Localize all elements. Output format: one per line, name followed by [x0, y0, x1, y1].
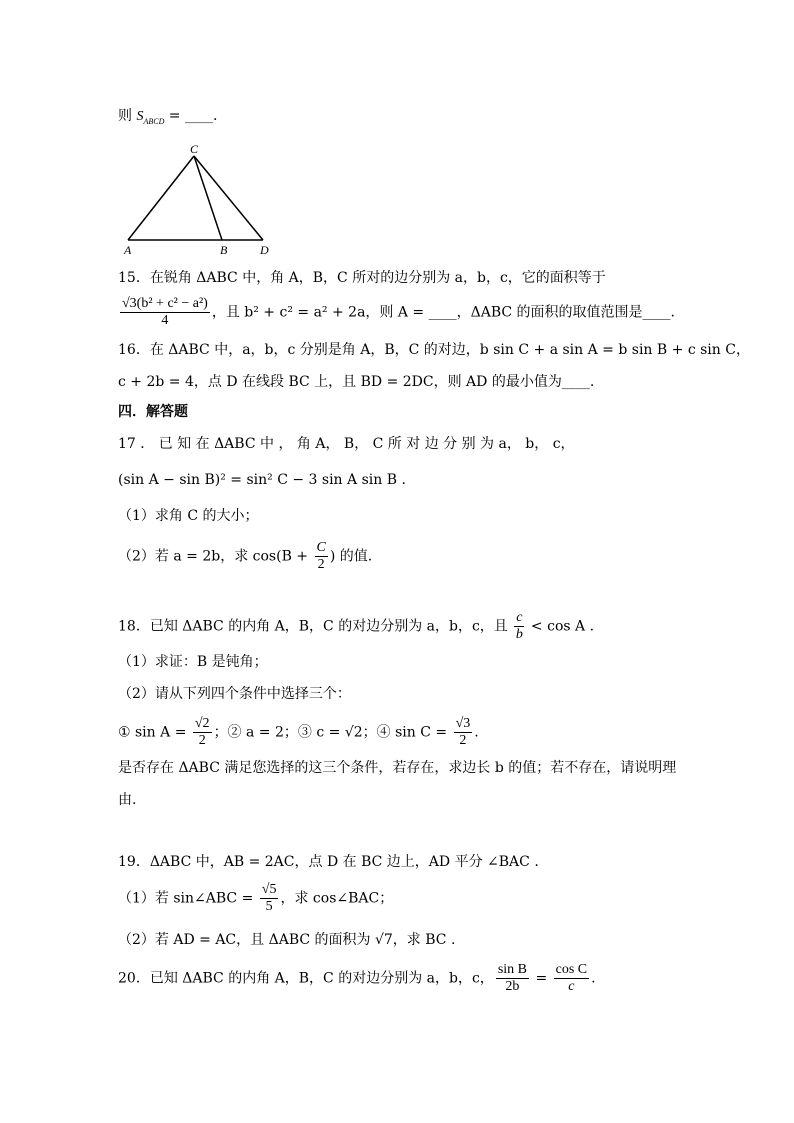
q17-p2-post: ) 的值.: [329, 548, 373, 565]
q15-frac-num: √3(b² + c² − a²): [122, 296, 208, 311]
q17-frac-num: C: [316, 540, 326, 555]
q17-part1: （1）求角 C 的大小；: [118, 508, 259, 524]
q18-line1-post: < cos A .: [526, 618, 595, 635]
q20-n1: sin B: [497, 962, 527, 977]
q16-line1: 16．在 ΔABC 中，a，b，c 分别是角 A，B，C 的对边，b sin C + a sin A = b sin B + c sin C，: [118, 342, 750, 358]
q18-c1-pre: ① sin A =: [118, 724, 191, 741]
q20-frac2: [554, 962, 590, 995]
q17-line1: 17 ． 已 知 在 ΔABC 中 ， 角 A， B， C 所 对 边 分 别 为 a， b， c，: [118, 436, 575, 452]
q17-fraction: [315, 540, 328, 573]
triangle-figure: [118, 140, 278, 260]
q15-frac-den: 4: [161, 313, 169, 328]
q20-d1: 2b: [505, 979, 520, 994]
q19-frac-num: √5: [261, 882, 277, 897]
q18-c4-post: .: [474, 724, 479, 741]
q18-line1-pre: 18．已知 ΔABC 的内角 A，B，C 的对边分别为 a，b，c，且: [118, 618, 513, 635]
q18-c1-num: √2: [194, 716, 210, 731]
q20-post: .: [591, 970, 596, 987]
q19-p1-pre: （1）若 sin∠ABC =: [118, 890, 258, 907]
q18-c4-num: √3: [455, 716, 471, 731]
segment-ac: [128, 156, 194, 240]
label-a: A: [124, 243, 132, 257]
q20-line: [118, 962, 596, 995]
q14-suffix: = ____.: [164, 108, 218, 124]
q20-eq: =: [531, 970, 552, 987]
q18-conditions: [118, 716, 479, 749]
q14-sub: ABCD: [143, 116, 165, 126]
q19-fraction: [260, 882, 279, 915]
q15-line1: 15．在锐角 ΔABC 中，角 A，B，C 所对的边分别为 a，b，c，它的面积等于: [118, 270, 606, 286]
q19-part1: [118, 882, 393, 915]
q18-frac-num: c: [516, 610, 523, 625]
q19-p1-post: ，求 cos∠BAC；: [280, 890, 394, 907]
q18-c4-frac: [454, 716, 473, 749]
q19-frac-den: 5: [265, 899, 273, 914]
q18-line-a: 是否存在 ΔABC 满足您选择的这三个条件，若存在，求边长 b 的值；若不存在，请说明理: [118, 760, 677, 776]
q20-frac1: [496, 962, 529, 995]
q18-frac-den: b: [515, 627, 523, 642]
segment-cd: [194, 156, 263, 240]
q20-d2: c: [568, 979, 575, 994]
q17-frac-den: 2: [317, 557, 325, 572]
q15-line2: [118, 296, 675, 329]
section-heading: 四．解答题: [118, 404, 188, 420]
segment-cb: [194, 156, 222, 240]
q20-pre: 20．已知 ΔABC 的内角 A，B，C 的对边分别为 a，b，c，: [118, 970, 494, 987]
q19-line1: 19．ΔABC 中，AB = 2AC，点 D 在 BC 边上，AD 平分 ∠BAC .: [118, 854, 539, 870]
q18-c1-den: 2: [198, 733, 206, 748]
label-d: D: [260, 243, 269, 257]
q16-line2: c + 2b = 4，点 D 在线段 BC 上，且 BD = 2DC，则 AD 的最小值为____.: [118, 374, 595, 390]
q18-part2: （2）请从下列四个条件中选择三个：: [118, 686, 351, 702]
q18-line1: [118, 610, 594, 643]
q14-prefix: 则: [118, 108, 137, 124]
q17-p2-pre: （2）若 a = 2b，求 cos(B +: [118, 548, 313, 565]
q18-part1: （1）求证：B 是钝角；: [118, 654, 268, 670]
q15-fraction: [120, 296, 210, 329]
q18-c1-frac: [193, 716, 212, 749]
label-c: C: [190, 142, 199, 156]
q14-s: S: [136, 109, 144, 124]
q18-c4-den: 2: [459, 733, 467, 748]
q20-n2: cos C: [555, 962, 588, 977]
q17-part2: [118, 540, 372, 573]
q18-fraction: [514, 610, 524, 643]
q15-line2-rest: ，且 b² + c² = a² + 2a，则 A = ____，ΔABC 的面积的取值范围是____.: [211, 304, 675, 321]
q17-line2: (sin A − sin B)² = sin² C − 3 sin A sin B .: [118, 472, 406, 488]
label-b: B: [220, 243, 228, 257]
q19-part2: （2）若 AD = AC，且 ΔABC 的面积为 √7，求 BC .: [118, 932, 456, 948]
q18-c2: ；② a = 2；③ c = √2；④ sin C =: [213, 724, 452, 741]
q14-tail: [118, 106, 217, 132]
q18-line-b: 由.: [118, 792, 137, 808]
